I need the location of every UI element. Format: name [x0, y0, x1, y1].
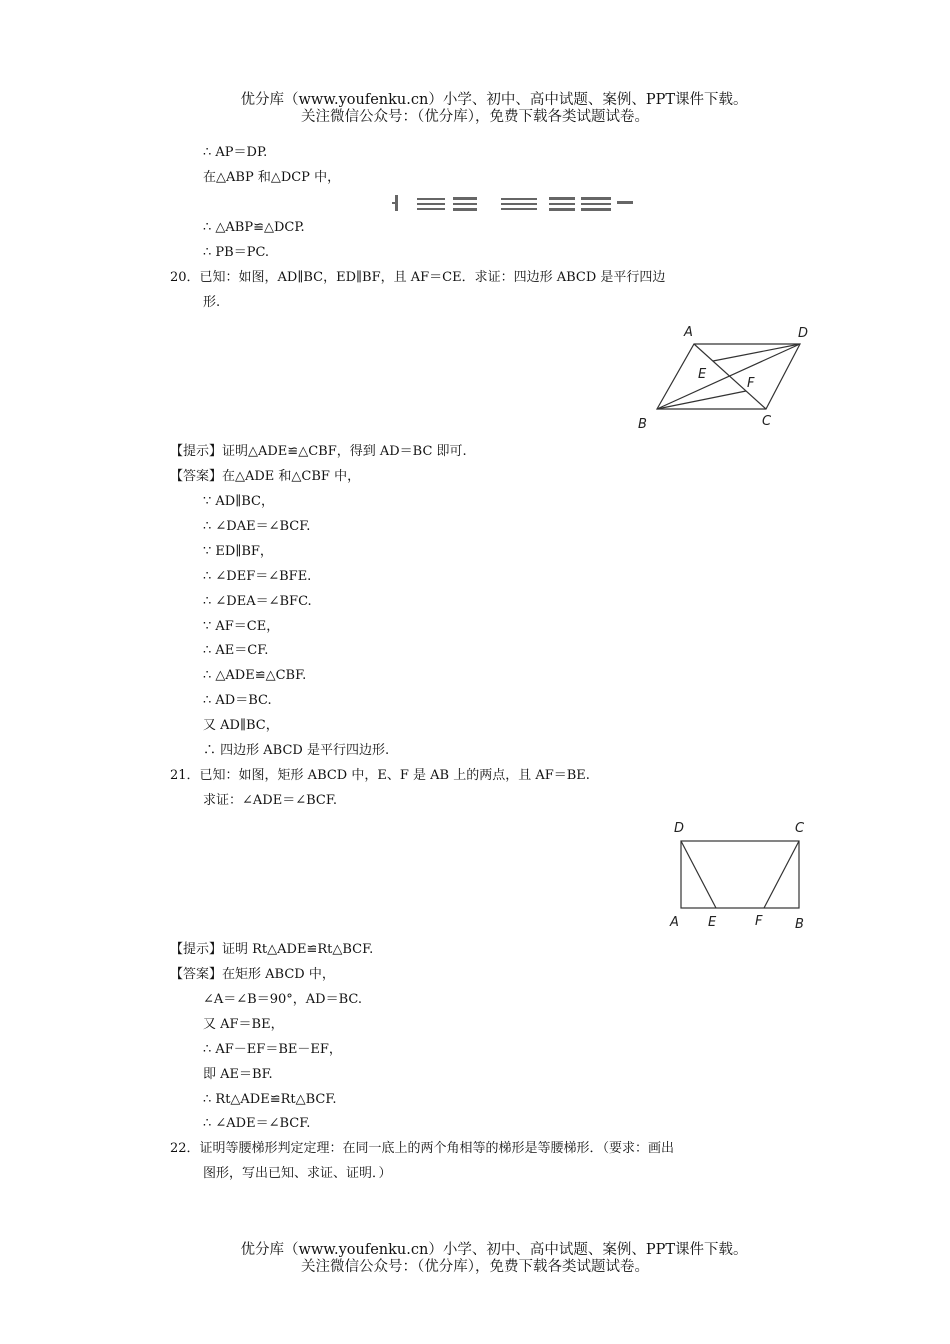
label-d: D — [674, 821, 685, 836]
segment-bf — [657, 391, 746, 409]
label-d: D — [798, 326, 809, 341]
label-f: F — [747, 376, 755, 391]
q20-parallelogram-figure — [628, 318, 818, 433]
q20-stem-line-1: 20．已知：如图，AD∥BC，ED∥BF，且 AF＝CE．求证：四边形 ABCD 是平行四边 — [170, 270, 666, 285]
label-e: E — [698, 367, 707, 382]
q20-stem-line-2: 形. — [203, 295, 221, 310]
label-b: B — [638, 417, 647, 432]
q19-step-ap-dp: ∴ AP＝DP. — [203, 145, 268, 160]
q20-step: ∴ △ADE≌△CBF. — [203, 668, 307, 683]
footer-line-1: 优分库（www.youfenku.cn）小学、初中、高中试题、案例、PPT课件下载。 — [240, 1242, 748, 1258]
header-line-2: 关注微信公众号：（优分库），免费下载各类试题试卷。 — [301, 109, 649, 125]
q21-hint: 【提示】证明 Rt△ADE≌Rt△BCF. — [170, 942, 374, 957]
header-line-1: 优分库（www.youfenku.cn）小学、初中、高中试题、案例、PPT课件下载。 — [240, 92, 748, 108]
segment-de — [681, 841, 716, 908]
segment-ed — [713, 344, 800, 361]
q20-step: ∴ ∠DAE＝∠BCF. — [203, 519, 311, 534]
q21-step: 又 AF＝BE， — [203, 1017, 284, 1032]
q19-congruence: ∴ △ABP≌△DCP. — [203, 220, 305, 235]
label-c: C — [762, 414, 772, 429]
q19-equation-system-image — [389, 192, 637, 214]
label-b: B — [795, 917, 804, 932]
q21-stem-line-2: 求证：∠ADE＝∠BCF. — [203, 793, 337, 808]
q20-step: ∴ 四边形 ABCD 是平行四边形. — [203, 743, 390, 758]
q21-step: ∴ ∠ADE＝∠BCF. — [203, 1116, 311, 1131]
q21-rectangle-figure — [664, 814, 819, 932]
q21-step: 即 AE＝BF. — [203, 1067, 273, 1082]
q20-step: ∵ AF＝CE， — [203, 619, 280, 634]
label-a: A — [670, 915, 679, 930]
q22-stem-line-2: 图形，写出已知、求证、证明．） — [203, 1166, 392, 1181]
footer-line-2: 关注微信公众号：（优分库），免费下载各类试题试卷。 — [301, 1259, 649, 1275]
q20-step: ∵ ED∥BF， — [203, 544, 273, 559]
q19-intro: 在△ABP 和△DCP 中， — [203, 170, 341, 185]
q21-answer-intro: 【答案】在矩形 ABCD 中， — [170, 967, 335, 982]
label-e: E — [708, 915, 717, 930]
q20-answer-intro: 【答案】在△ADE 和△CBF 中， — [170, 469, 361, 484]
q21-step: ∴ Rt△ADE≌Rt△BCF. — [203, 1092, 337, 1107]
label-a: A — [684, 325, 693, 340]
q20-step: ∵ AD∥BC， — [203, 494, 274, 509]
page-header — [0, 92, 950, 126]
q20-step: 又 AD∥BC， — [203, 718, 279, 733]
q20-step: ∴ ∠DEA＝∠BFC. — [203, 594, 312, 609]
q19-conclusion: ∴ PB＝PC. — [203, 245, 270, 260]
q20-step: ∴ ∠DEF＝∠BFE. — [203, 569, 312, 584]
q20-step: ∴ AE＝CF. — [203, 643, 269, 658]
q21-step: ∴ AF－EF＝BE－EF， — [203, 1042, 342, 1057]
q22-stem-line-1: 22．证明等腰梯形判定定理：在同一底上的两个角相等的梯形是等腰梯形．（要求：画出 — [170, 1141, 675, 1156]
q20-step: ∴ AD＝BC. — [203, 693, 272, 708]
segment-cf — [764, 841, 799, 908]
q21-step: ∠A＝∠B＝90°，AD＝BC. — [203, 992, 362, 1007]
label-c: C — [795, 821, 805, 836]
q20-hint: 【提示】证明△ADE≌△CBF，得到 AD＝BC 即可. — [170, 444, 467, 459]
segment-bd — [657, 344, 800, 409]
label-f: F — [755, 914, 763, 929]
q21-stem-line-1: 21．已知：如图，矩形 ABCD 中，E、F 是 AB 上的两点，且 AF＝BE. — [170, 768, 590, 783]
page-footer — [0, 1242, 950, 1276]
